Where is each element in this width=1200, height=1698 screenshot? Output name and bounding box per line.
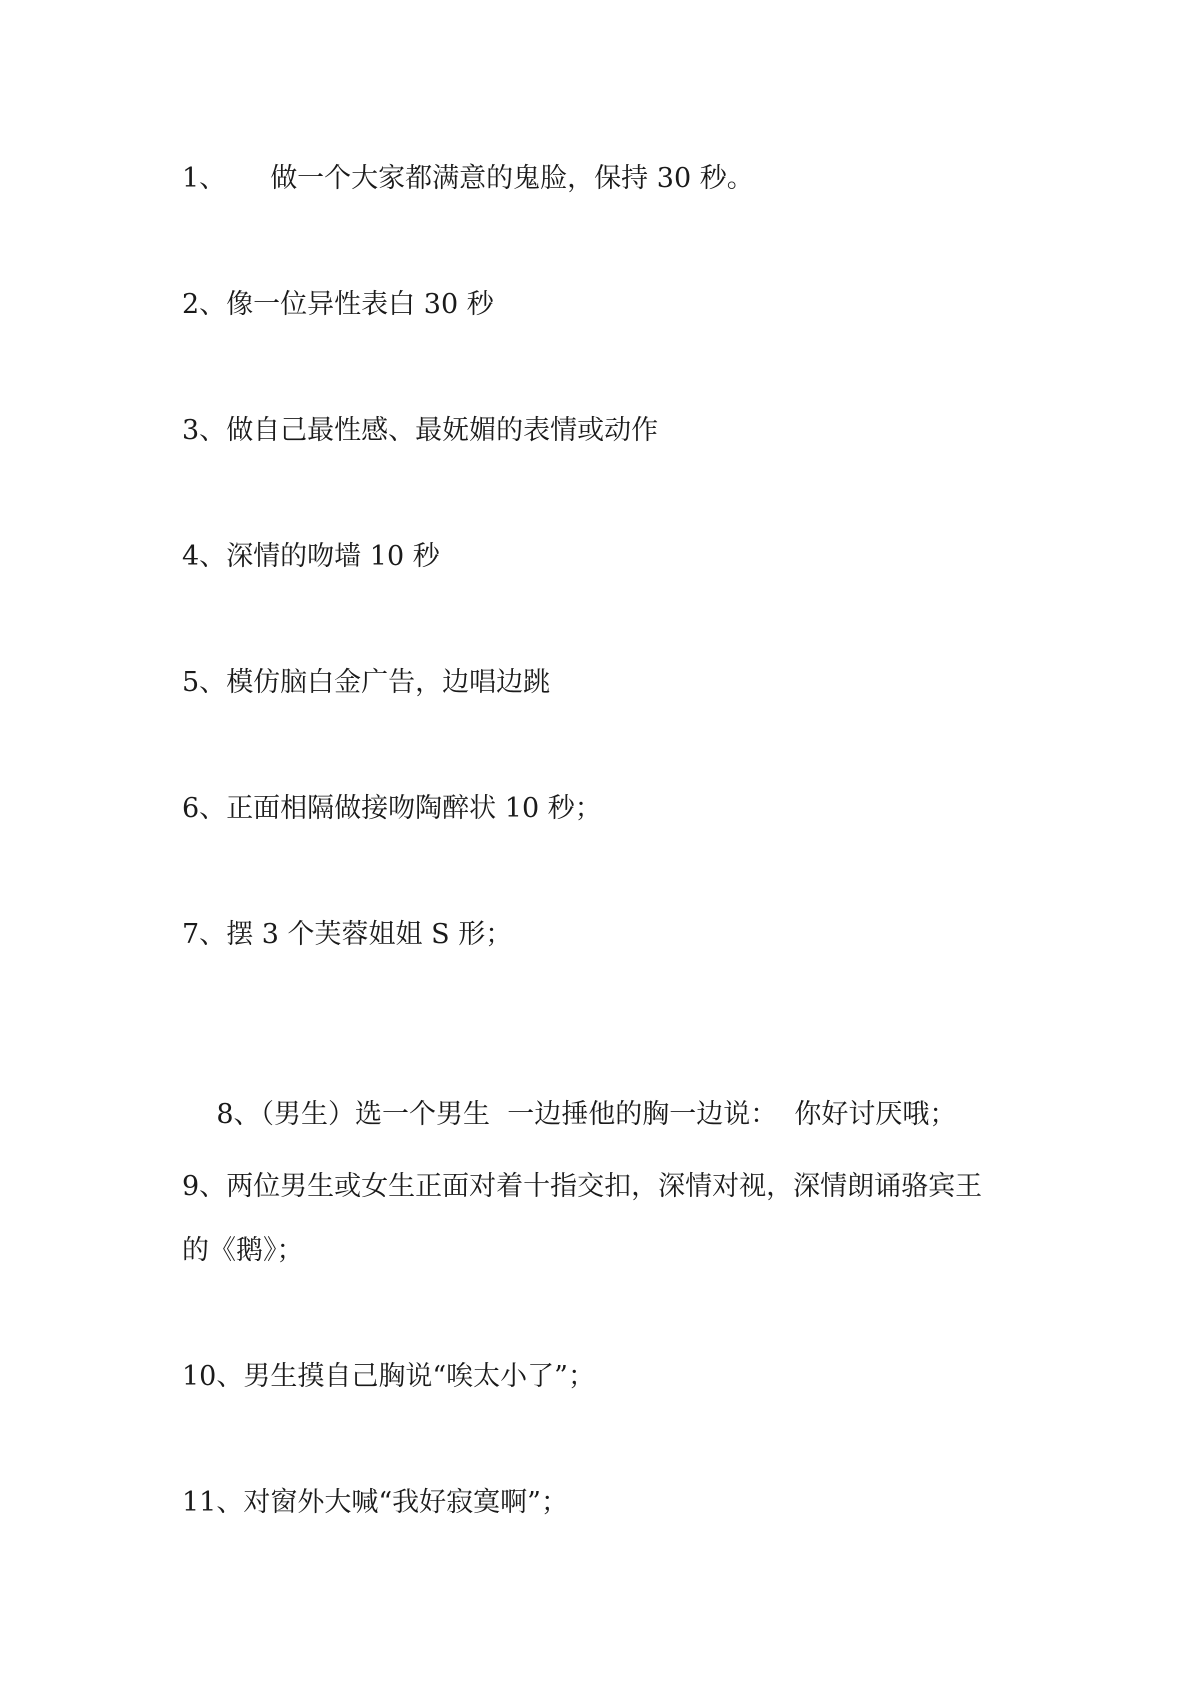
- item-text: 做一个大家都满意的鬼脸，保持 30 秒。: [270, 163, 754, 194]
- item-number: 7、: [182, 919, 227, 950]
- list-item: [182, 152, 1062, 206]
- item-text: 深情的吻墙 10 秒: [226, 541, 440, 572]
- item-text: 模仿脑白金广告，边唱边跳: [226, 667, 551, 698]
- item-number: 8、: [216, 1099, 261, 1130]
- list-item: [182, 908, 1062, 962]
- item-number: 5、: [182, 667, 227, 698]
- item-number: 2、: [182, 289, 227, 320]
- item-number: 6、: [182, 793, 227, 824]
- item-number: 4、: [182, 541, 227, 572]
- item-number: 3、: [182, 415, 227, 446]
- item-text: 男生摸自己胸说“唉太小了”；: [243, 1361, 595, 1392]
- item-text: 像一位异性表白 30 秒: [226, 289, 494, 320]
- list-item: [182, 1160, 1062, 1214]
- list-item: [182, 530, 1062, 584]
- list-item-continuation: [182, 1224, 1062, 1278]
- list-item: [182, 1476, 1062, 1530]
- item-text: 两位男生或女生正面对着十指交扣，深情对视，深情朗诵骆宾王: [226, 1171, 983, 1202]
- list-item: [182, 1350, 1062, 1404]
- item-text: （男生）选一个男生 一边捶他的胸一边说： 你好讨厌哦；: [260, 1099, 957, 1130]
- item-number: 11、: [182, 1487, 244, 1518]
- list-item: [182, 404, 1062, 458]
- item-text: 摆 3 个芙蓉姐姐 S 形；: [226, 919, 513, 950]
- item-text: 的《鹅》；: [182, 1235, 304, 1266]
- item-text: 对窗外大喊“我好寂寞啊”；: [243, 1487, 568, 1518]
- list-item: [182, 278, 1062, 332]
- item-text: 做自己最性感、最妩媚的表情或动作: [226, 415, 659, 446]
- list-item: [182, 782, 1062, 836]
- item-number: 9、: [182, 1171, 227, 1202]
- item-number: 1、: [182, 163, 227, 194]
- item-number: 10、: [182, 1361, 244, 1392]
- item-text: 正面相隔做接吻陶醉状 10 秒；: [226, 793, 602, 824]
- list-item: [182, 656, 1062, 710]
